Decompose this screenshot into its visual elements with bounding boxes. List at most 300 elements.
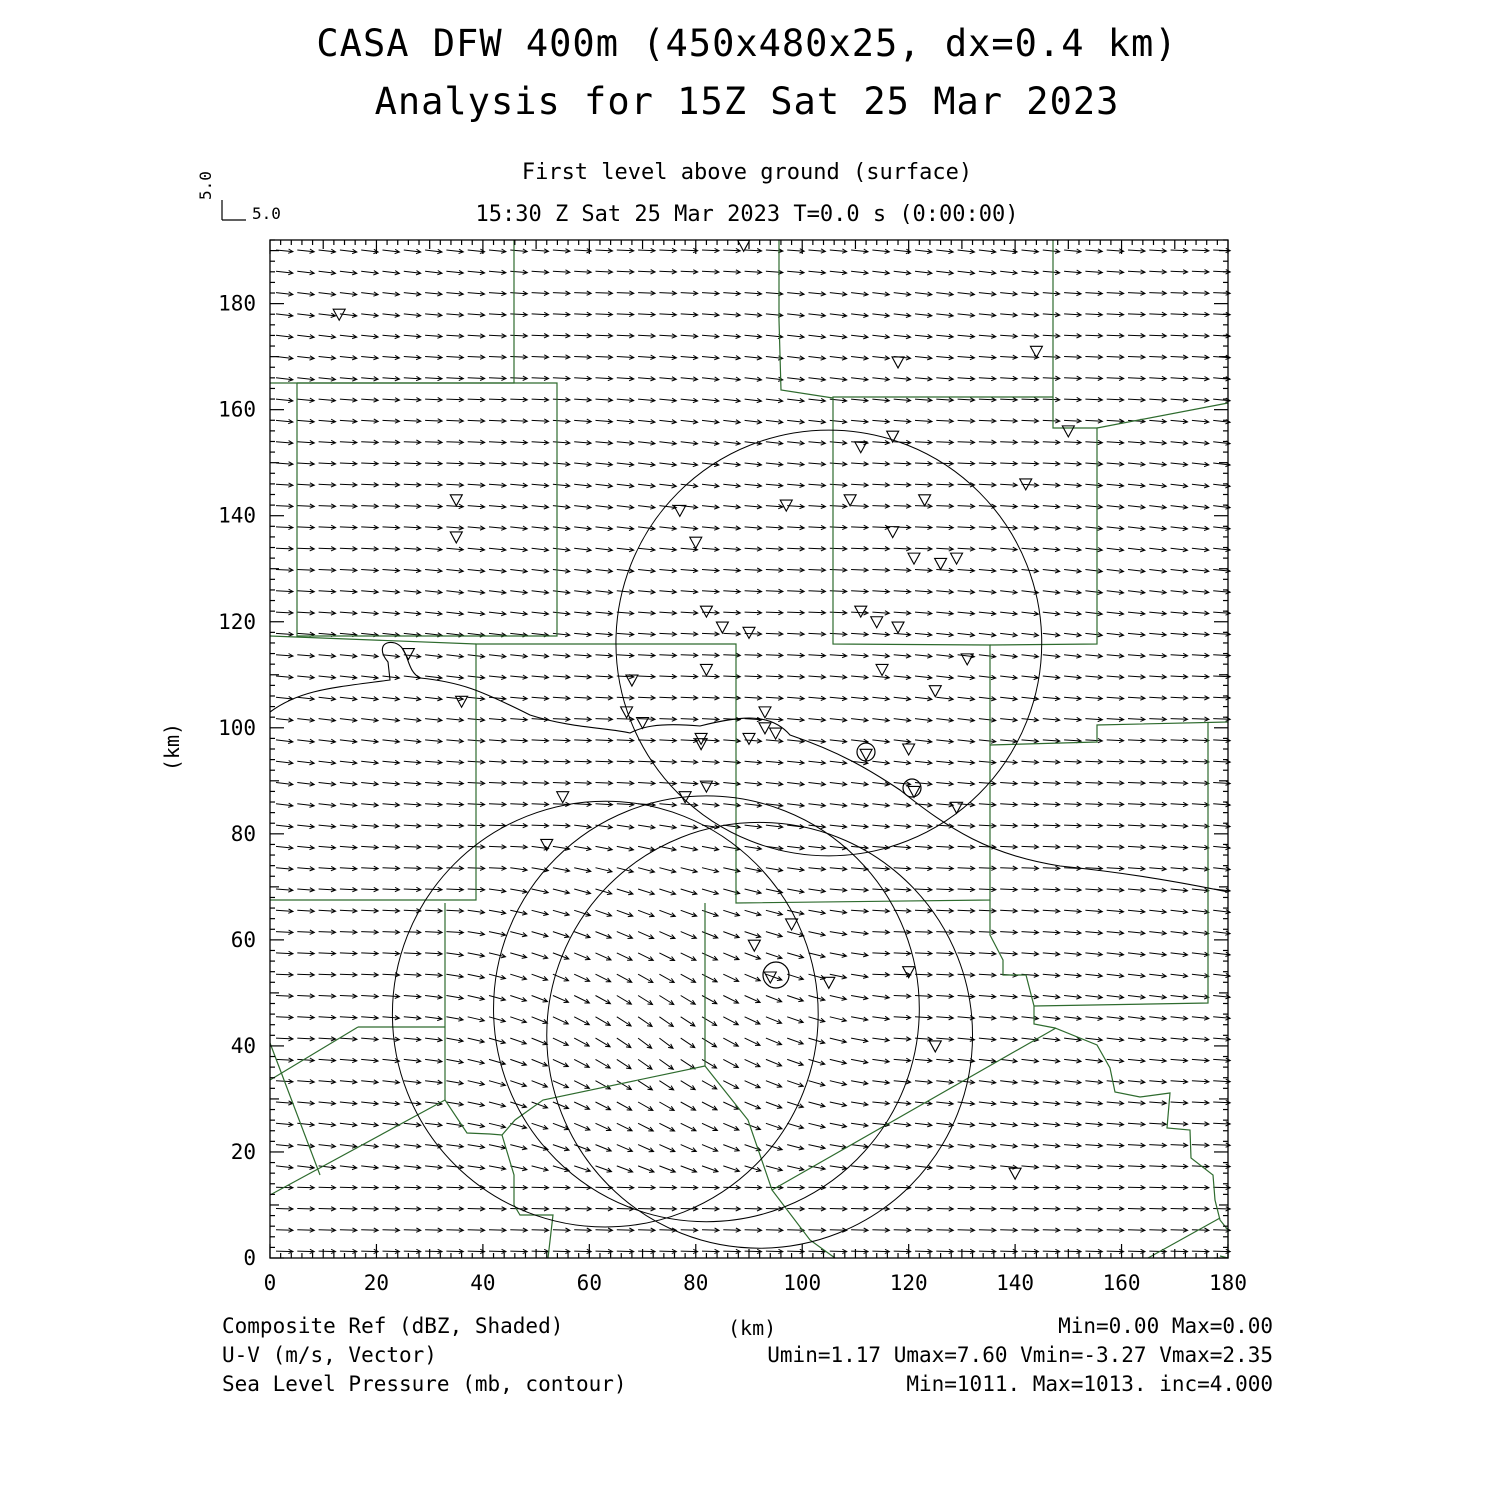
- wind-vector: [319, 547, 336, 551]
- wind-vector: [894, 930, 911, 934]
- wind-vector: [745, 462, 762, 466]
- wind-vector: [297, 739, 314, 743]
- wind-vector: [659, 696, 676, 700]
- wind-vector: [787, 696, 804, 700]
- wind-vector: [574, 462, 591, 466]
- wind-vector: [404, 760, 421, 764]
- wind-vector: [1064, 1059, 1081, 1063]
- wind-vector: [617, 548, 634, 552]
- wind-vector: [1000, 376, 1017, 380]
- wind-vector: [361, 739, 378, 743]
- wind-vector: [766, 868, 783, 872]
- wind-vector: [1192, 952, 1209, 956]
- reference-vector-glyph: [222, 200, 246, 220]
- wind-vector: [1171, 653, 1188, 657]
- wind-vector: [872, 739, 889, 743]
- wind-vector: [383, 483, 400, 487]
- y-tick-label: 60: [230, 927, 256, 952]
- wind-vector: [1022, 1080, 1039, 1084]
- wind-vector: [340, 951, 357, 955]
- wind-vector: [297, 356, 314, 360]
- station-marker: [700, 664, 712, 675]
- wind-vector: [1064, 249, 1081, 253]
- wind-vector: [617, 825, 634, 829]
- wind-vector: [1064, 419, 1081, 423]
- wind-vector: [361, 675, 378, 679]
- wind-vector: [936, 377, 953, 381]
- wind-vector: [1085, 526, 1102, 530]
- wind-vector: [894, 313, 911, 317]
- wind-vector: [915, 909, 932, 913]
- wind-vector: [659, 248, 676, 252]
- wind-vector: [702, 505, 719, 509]
- wind-vector: [1043, 1122, 1060, 1126]
- wind-vector: [638, 590, 655, 594]
- wind-vector: [745, 824, 762, 828]
- wind-vector: [404, 590, 421, 594]
- wind-vector: [446, 1017, 463, 1021]
- wind-vector: [446, 675, 463, 679]
- wind-vector: [723, 1166, 739, 1172]
- wind-vector: [574, 249, 591, 253]
- wind-vector: [553, 1228, 570, 1232]
- wind-vector: [596, 974, 611, 982]
- wind-vector: [1064, 1080, 1081, 1084]
- wind-vector: [596, 1145, 612, 1152]
- wind-vector: [1192, 1122, 1209, 1126]
- wind-vector: [361, 483, 378, 487]
- wind-vector: [1149, 1228, 1166, 1232]
- wind-vector: [1171, 1122, 1188, 1126]
- wind-vector: [830, 675, 847, 679]
- wind-vector: [553, 824, 570, 828]
- wind-vector: [958, 951, 975, 955]
- wind-vector: [404, 1228, 421, 1232]
- wind-vector: [830, 547, 847, 551]
- wind-vector: [787, 953, 803, 959]
- wind-vector: [1107, 526, 1124, 530]
- wind-vector: [1149, 781, 1166, 785]
- wind-vector: [510, 355, 527, 359]
- wind-vector: [958, 973, 975, 977]
- wind-vector: [659, 674, 676, 678]
- wind-vector: [851, 398, 868, 402]
- wind-vector: [1149, 270, 1166, 274]
- wind-vector: [383, 590, 400, 594]
- wind-vector: [1192, 1185, 1209, 1189]
- wind-vector: [1064, 355, 1081, 359]
- wind-vector: [596, 932, 612, 939]
- wind-vector: [638, 1228, 655, 1232]
- wind-vector: [702, 526, 719, 530]
- wind-vector: [659, 1081, 673, 1090]
- wind-vector: [1128, 738, 1145, 742]
- wind-vector: [361, 866, 378, 870]
- wind-vector: [446, 1059, 463, 1063]
- wind-vector: [830, 953, 847, 958]
- wind-vector: [1128, 334, 1145, 338]
- wind-vector: [1107, 440, 1124, 444]
- wind-vector: [872, 589, 889, 593]
- wind-vector: [510, 823, 527, 827]
- wind-vector: [894, 1165, 911, 1169]
- wind-vector: [425, 1249, 442, 1253]
- wind-vector: [1043, 483, 1060, 487]
- wind-vector: [958, 845, 975, 849]
- wind-vector: [872, 1228, 889, 1232]
- wind-vector: [574, 1017, 589, 1025]
- wind-vector: [596, 1102, 611, 1110]
- wind-vector: [958, 739, 975, 743]
- x-tick-label: 60: [576, 1271, 602, 1295]
- wind-vector: [532, 590, 549, 594]
- wind-vector: [404, 419, 421, 423]
- wind-vector: [489, 654, 506, 658]
- wind-vector: [979, 355, 996, 359]
- wind-vector: [830, 335, 847, 339]
- wind-vector: [851, 271, 868, 275]
- station-marker: [716, 622, 728, 633]
- wind-vector: [361, 292, 378, 296]
- wind-vector: [319, 739, 336, 743]
- wind-vector: [830, 1207, 847, 1211]
- wind-vector: [681, 590, 698, 594]
- wind-vector: [510, 270, 527, 274]
- wind-vector: [1171, 1185, 1188, 1189]
- wind-vector: [489, 1017, 505, 1023]
- wind-vector: [915, 1249, 932, 1253]
- wind-vector: [936, 1101, 953, 1105]
- wind-vector: [596, 505, 613, 509]
- wind-vector: [1107, 654, 1124, 658]
- wind-vector: [596, 484, 613, 488]
- wind-vector: [659, 420, 676, 424]
- wind-vector: [510, 1145, 527, 1150]
- station-marker: [892, 357, 904, 368]
- wind-vector: [468, 932, 485, 936]
- wind-vector: [425, 461, 442, 465]
- wind-vector: [723, 484, 740, 488]
- wind-vector: [958, 1101, 975, 1105]
- wind-vector: [723, 589, 740, 593]
- wind-vector: [872, 1144, 889, 1148]
- wind-vector: [979, 633, 996, 637]
- wind-vector: [659, 1123, 674, 1131]
- wind-vector: [404, 697, 421, 701]
- wind-vector: [872, 419, 889, 423]
- wind-vector: [979, 313, 996, 317]
- wind-vector: [872, 951, 889, 955]
- wind-vector: [1043, 1228, 1060, 1232]
- wind-vector: [809, 611, 826, 615]
- wind-vector: [766, 953, 782, 959]
- wind-vector: [915, 271, 932, 275]
- wind-vector: [425, 1016, 442, 1020]
- wind-vector: [1043, 1165, 1060, 1169]
- wind-vector: [574, 889, 590, 894]
- footer-field2-range: Umin=1.17 Umax=7.60 Vmin=-3.27 Vmax=2.35: [767, 1343, 1273, 1367]
- wind-vector: [446, 270, 463, 274]
- wind-vector: [1043, 718, 1060, 722]
- wind-vector: [404, 1080, 421, 1084]
- wind-vector: [979, 461, 996, 465]
- wind-vector: [894, 249, 911, 253]
- wind-vector: [510, 932, 527, 937]
- wind-vector: [702, 1081, 717, 1089]
- wind-vector: [979, 292, 996, 296]
- wind-vector: [1107, 1207, 1124, 1211]
- wind-vector: [446, 909, 463, 913]
- wind-vector: [404, 781, 421, 785]
- wind-vector: [936, 1185, 953, 1189]
- wind-vector: [468, 611, 485, 615]
- wind-vector: [340, 461, 357, 465]
- wind-vector: [1128, 548, 1145, 552]
- wind-vector: [510, 1081, 526, 1087]
- wind-vector: [830, 420, 847, 424]
- wind-vector: [596, 462, 613, 466]
- wind-vector: [1064, 1122, 1081, 1126]
- wind-vector: [638, 484, 655, 488]
- wind-vector: [936, 398, 953, 402]
- wind-vector: [1128, 590, 1145, 594]
- wind-vector: [340, 1165, 357, 1169]
- wind-vector: [915, 419, 932, 423]
- wind-vector: [894, 845, 911, 849]
- wind-vector: [681, 441, 698, 445]
- wind-vector: [361, 1058, 378, 1062]
- wind-vector: [596, 802, 613, 806]
- wind-vector: [383, 951, 400, 955]
- wind-vector: [1192, 1058, 1209, 1062]
- wind-vector: [1000, 930, 1017, 934]
- wind-vector: [659, 291, 676, 295]
- wind-vector: [979, 697, 996, 701]
- wind-vector: [723, 334, 740, 338]
- wind-vector: [340, 377, 357, 381]
- wind-vector: [340, 525, 357, 529]
- reference-vector-v-label: 5.0: [196, 171, 215, 200]
- wind-vector: [979, 483, 996, 487]
- wind-vector: [1064, 1185, 1081, 1189]
- wind-vector: [297, 568, 314, 572]
- wind-vector: [383, 994, 400, 998]
- wind-vector: [1000, 1207, 1017, 1211]
- wind-vector: [340, 504, 357, 508]
- wind-vector: [574, 376, 591, 380]
- wind-vector: [1043, 739, 1060, 743]
- wind-vector: [1022, 1165, 1039, 1169]
- wind-vector: [340, 718, 357, 722]
- reference-vector-u-label: 5.0: [252, 204, 281, 223]
- wind-vector: [702, 334, 719, 338]
- wind-vector: [468, 1059, 485, 1064]
- wind-vector: [723, 760, 740, 764]
- wind-vector: [276, 1058, 293, 1062]
- wind-vector: [872, 568, 889, 572]
- wind-vector: [830, 1102, 847, 1107]
- wind-vector: [425, 526, 442, 530]
- wind-vector: [1149, 312, 1166, 316]
- wind-vector: [574, 760, 591, 764]
- wind-vector: [276, 1228, 293, 1232]
- wind-vector: [553, 548, 570, 552]
- wind-vector: [361, 547, 378, 551]
- wind-vector: [340, 440, 357, 444]
- wind-vector: [894, 1058, 911, 1062]
- wind-vector: [979, 249, 996, 253]
- wind-vector: [1149, 931, 1166, 935]
- wind-vector: [1149, 952, 1166, 956]
- wind-vector: [979, 909, 996, 913]
- wind-vector: [830, 398, 847, 402]
- wind-vector: [1000, 504, 1017, 508]
- wind-vector: [1149, 334, 1166, 338]
- wind-vector: [1107, 633, 1124, 637]
- wind-vector: [766, 653, 783, 657]
- wind-vector: [1171, 952, 1188, 956]
- wind-vector: [446, 504, 463, 508]
- wind-vector: [617, 590, 634, 594]
- wind-vector: [979, 887, 996, 891]
- wind-vector: [510, 526, 527, 530]
- wind-vector: [617, 846, 634, 851]
- wind-vector: [1128, 888, 1145, 892]
- wind-vector: [659, 312, 676, 316]
- wind-vector: [1022, 909, 1039, 913]
- wind-vector: [681, 889, 697, 895]
- wind-vector: [617, 889, 633, 895]
- wind-vector: [1085, 1080, 1102, 1084]
- wind-vector: [979, 1037, 996, 1041]
- wind-vector: [319, 1015, 336, 1019]
- wind-vector: [681, 910, 697, 916]
- wind-vector: [915, 568, 932, 572]
- wind-vector: [489, 1102, 505, 1107]
- wind-vector: [979, 440, 996, 444]
- wind-vector: [383, 824, 400, 828]
- wind-vector: [830, 932, 847, 936]
- wind-vector: [872, 1101, 889, 1105]
- wind-vector: [1192, 717, 1209, 721]
- wind-vector: [745, 996, 761, 1003]
- wind-vector: [723, 611, 740, 615]
- wind-vector: [979, 398, 996, 402]
- wind-vector: [830, 1185, 847, 1189]
- wind-vector: [766, 739, 783, 743]
- wind-vector: [596, 312, 613, 316]
- wind-vector: [894, 718, 911, 722]
- wind-vector: [404, 951, 421, 955]
- wind-vector: [1085, 654, 1102, 658]
- wind-vector: [532, 1123, 548, 1129]
- wind-vector: [617, 611, 634, 615]
- wind-vector: [1022, 440, 1039, 444]
- wind-vector: [681, 355, 698, 359]
- wind-vector: [1022, 504, 1039, 508]
- wind-vector: [915, 951, 932, 955]
- wind-vector: [510, 1102, 526, 1108]
- wind-vector: [659, 953, 674, 961]
- wind-vector: [1149, 291, 1166, 295]
- wind-vector: [787, 910, 804, 915]
- wind-vector: [872, 271, 889, 275]
- wind-vector: [1022, 1249, 1039, 1253]
- wind-vector: [553, 717, 570, 721]
- wind-vector: [1043, 334, 1060, 338]
- wind-vector: [1022, 1185, 1039, 1189]
- wind-vector: [745, 547, 762, 551]
- wind-vector: [809, 356, 826, 360]
- wind-vector: [659, 868, 675, 873]
- wind-vector: [872, 909, 889, 913]
- wind-vector: [617, 1123, 632, 1131]
- wind-vector: [425, 249, 442, 253]
- wind-vector: [276, 292, 293, 296]
- wind-vector: [617, 248, 634, 252]
- wind-vector: [297, 504, 314, 508]
- wind-vector: [979, 334, 996, 338]
- wind-vector: [830, 1081, 847, 1086]
- wind-vector: [596, 910, 612, 916]
- wind-vector: [340, 292, 357, 296]
- wind-vector: [553, 1249, 570, 1253]
- wind-vector: [1085, 1143, 1102, 1147]
- wind-vector: [702, 291, 719, 295]
- wind-vector: [297, 1015, 314, 1019]
- wind-vector: [979, 675, 996, 679]
- wind-vector: [276, 782, 293, 786]
- wind-vector: [1128, 526, 1145, 530]
- wind-vector: [510, 654, 527, 658]
- wind-vector: [361, 951, 378, 955]
- wind-vector: [383, 568, 400, 572]
- wind-vector: [638, 1145, 654, 1152]
- wind-vector: [446, 996, 463, 1000]
- wind-vector: [361, 697, 378, 701]
- wind-vector: [851, 675, 868, 679]
- wind-vector: [489, 313, 506, 317]
- wind-vector: [1192, 1037, 1209, 1041]
- wind-vector: [936, 1207, 953, 1211]
- wind-vector: [915, 782, 932, 786]
- wind-vector: [809, 1017, 825, 1023]
- wind-vector: [638, 632, 655, 636]
- wind-vector: [766, 568, 783, 572]
- station-marker: [557, 792, 569, 803]
- wind-vector: [489, 1145, 506, 1150]
- wind-vector: [723, 505, 740, 509]
- wind-vector: [574, 1228, 591, 1232]
- wind-vector: [787, 356, 804, 360]
- wind-vector: [1043, 781, 1060, 785]
- wind-vector: [979, 1059, 996, 1063]
- wind-vector: [1192, 419, 1209, 423]
- wind-vector: [638, 1185, 655, 1189]
- wind-vector: [1171, 1249, 1188, 1253]
- wind-vector: [787, 846, 804, 850]
- wind-vector: [809, 1081, 825, 1087]
- wind-vector: [809, 867, 826, 871]
- wind-vector: [596, 868, 613, 873]
- wind-vector: [851, 377, 868, 381]
- wind-vector: [1128, 654, 1145, 658]
- wind-vector: [745, 674, 762, 678]
- wind-vector: [851, 1228, 868, 1232]
- wind-vector: [489, 802, 506, 806]
- wind-vector: [361, 1080, 378, 1084]
- wind-vector: [915, 1144, 932, 1148]
